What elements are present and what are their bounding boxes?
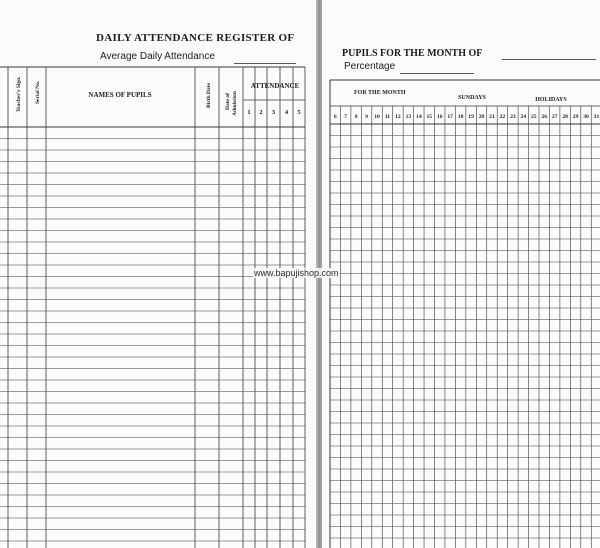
day-number-9: 9 <box>365 114 368 120</box>
day-number-1: 1 <box>247 109 251 116</box>
day-number-28: 28 <box>562 114 568 120</box>
birth-date-header: Birth Date <box>206 83 212 108</box>
day-number-29: 29 <box>572 114 579 120</box>
left-grid-lines <box>0 67 305 548</box>
day-number-19: 19 <box>468 114 474 120</box>
month-title: PUPILS FOR THE MONTH OF <box>342 48 483 59</box>
date-of-admission-header-1: Date of <box>225 93 231 110</box>
day-number-22: 22 <box>499 114 506 120</box>
day-number-3: 3 <box>271 109 276 116</box>
day-number-5: 5 <box>297 109 301 116</box>
attendance-header: ATTENDANCE <box>250 82 300 90</box>
teachers-sign-header: Teacher's Sign. <box>16 76 22 112</box>
day-number-10: 10 <box>374 114 380 120</box>
day-number-6: 6 <box>333 114 337 120</box>
average-attendance-label: Average Daily Attendance <box>100 51 215 62</box>
day-number-18: 18 <box>457 114 464 120</box>
day-number-26: 26 <box>541 114 548 120</box>
day-number-8: 8 <box>354 114 358 120</box>
register-title: DAILY ATTENDANCE REGISTER OF <box>96 32 295 44</box>
right-grid-lines <box>330 80 600 548</box>
day-number-21: 21 <box>489 114 495 120</box>
day-number-30: 30 <box>583 114 589 120</box>
day-number-13: 13 <box>405 114 412 120</box>
day-number-25: 25 <box>530 114 537 120</box>
monthly-attendance-grid <box>322 0 600 548</box>
day-number-11: 11 <box>384 114 391 120</box>
names-of-pupils-header: NAMES OF PUPILS <box>88 91 152 99</box>
right-page <box>322 0 600 548</box>
day-number-16: 16 <box>436 114 443 120</box>
sundays-header: SUNDAYS <box>458 95 486 101</box>
day-number-27: 27 <box>551 114 558 120</box>
day-number-31: 31 <box>593 114 600 120</box>
day-number-23: 23 <box>510 114 516 120</box>
day-number-4: 4 <box>284 109 289 116</box>
day-number-14: 14 <box>416 114 422 120</box>
day-number-2: 2 <box>259 109 263 116</box>
day-number-24: 24 <box>520 114 527 120</box>
day-number-12: 12 <box>395 114 401 120</box>
day-number-7: 7 <box>344 114 348 120</box>
day-number-17: 17 <box>447 114 453 120</box>
for-the-month-header: FOR THE MONTH <box>354 90 406 96</box>
date-of-admission-header-2: Admission <box>232 91 238 116</box>
day-number-15: 15 <box>426 114 433 120</box>
serial-no-header: Serial No. <box>35 80 41 104</box>
percentage-label: Percentage <box>344 61 396 72</box>
holidays-header: HOLIDAYS <box>535 97 567 103</box>
watermark: www.bapujishop.com <box>254 268 339 278</box>
day-number-20: 20 <box>478 114 485 120</box>
